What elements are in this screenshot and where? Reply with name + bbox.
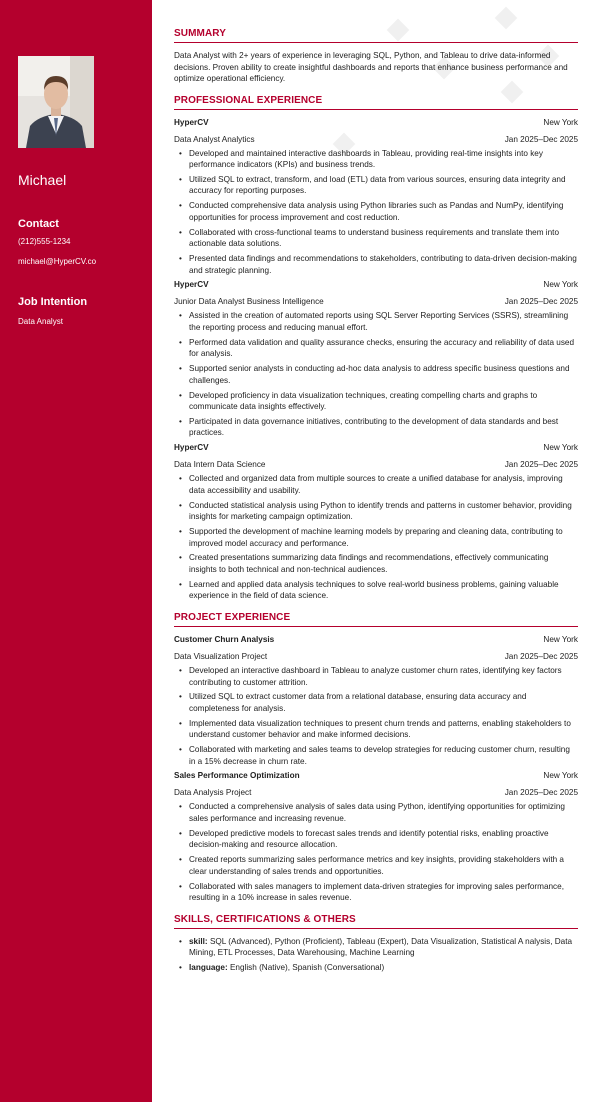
skill-key: skill:	[189, 936, 208, 946]
job-bullet: • Participated in data governance initiatives, contributing to the development of data standards and best practices.	[178, 416, 578, 439]
job-bullet: • Learned and applied data analysis techniques to solve real-world business problems, gaining valuable experience in the field of data science.	[178, 579, 578, 602]
profile-photo	[18, 56, 94, 148]
project-bullet: • Collaborated with sales managers to implement data-driven strategies for improving sales performance, resulting in a 10% increase in sales revenue.	[178, 881, 578, 904]
job-bullet: • Assisted in the creation of automated reports using SQL Server Reporting Services (SSRS), streamlining the reporting process and reducing manual effort.	[178, 310, 578, 333]
summary-text: Data Analyst with 2+ years of experience in leveraging SQL, Python, and Tableau to drive data-informed decisions. Proven ability to create insightful dashboards and reports that enhance business performance and optimize operational efficiency.	[174, 51, 568, 83]
sidebar	[0, 0, 152, 1102]
job-bullet: • Created presentations summarizing data findings and recommendations, effectively communicating insights to both technical and non-technical audiences.	[178, 552, 578, 575]
job-location: New York	[543, 443, 578, 453]
job-intention-value: Data Analyst	[18, 317, 63, 326]
experience-title: PROFESSIONAL EXPERIENCE	[174, 95, 578, 110]
phone-number: (212)555-1234	[18, 237, 71, 246]
language-key: language:	[189, 963, 228, 973]
job-dates: Jan 2025–Dec 2025	[504, 134, 578, 144]
summary-title: SUMMARY	[174, 28, 578, 43]
profile-photo-image	[18, 56, 94, 148]
language-value: English (Native), Spanish (Conversational)	[229, 963, 385, 973]
email-address: michael@HyperCV.co	[18, 257, 97, 266]
job-dates: Jan 2025–Dec 2025	[504, 297, 578, 307]
project-name: Customer Churn Analysis	[174, 634, 275, 644]
job-bullet: • Collaborated with cross-functional teams to understand business requirements and translate them into actionable data solutions.	[178, 227, 578, 250]
job-role: Junior Data Analyst Business Intelligence	[174, 297, 324, 307]
project-entry	[174, 634, 578, 767]
project-bullet: • Developed an interactive dashboard in Tableau to analyze customer churn rates, identifying key factors contributing to customer attrition.	[178, 665, 578, 688]
job-role: Data Intern Data Science	[174, 460, 266, 470]
job-entry	[174, 279, 578, 439]
job-bullet: • Presented data findings and recommendations to stakeholders, contributing to data-driven decision-making and strategic planning.	[178, 253, 578, 276]
projects-title: PROJECT EXPERIENCE	[174, 612, 578, 627]
projects-section	[174, 612, 578, 904]
project-bullet: • Implemented data visualization techniques to present churn trends and patterns, enabling stakeholders to understand customer behavior and make informed decisions.	[178, 718, 578, 741]
candidate-name: Michael	[18, 172, 67, 188]
main-content	[174, 28, 578, 984]
project-role: Data Analysis Project	[174, 788, 252, 798]
job-dates: Jan 2025–Dec 2025	[504, 460, 578, 470]
skill-value: SQL (Advanced), Python (Proficient), Tableau (Expert), Data Visualization, Statistical A nalysis, Data Mining, ETL Processes, Data Warehousing, Machine Learning	[189, 936, 573, 958]
job-bullet: • Utilized SQL to extract, transform, and load (ETL) data from various sources, ensuring data integrity and accuracy for reporting purposes.	[178, 174, 578, 197]
project-bullet: • Created reports summarizing sales performance metrics and key insights, providing stakeholders with a clear understanding of sales trends and opportunities.	[178, 854, 578, 877]
contact-title: Contact	[18, 218, 59, 230]
experience-section	[174, 95, 578, 602]
job-bullet: • Supported senior analysts in conducting ad-hoc data analysis to address specific business questions and challenges.	[178, 363, 578, 386]
job-organization: HyperCV	[174, 117, 209, 127]
project-role: Data Visualization Project	[174, 651, 268, 661]
skill-item	[178, 936, 578, 959]
job-role: Data Analyst Analytics	[174, 134, 255, 144]
job-bullet: • Conducted statistical analysis using Python to identify trends and patterns in customer behavior, providing insights for marketing campaign optimization.	[178, 500, 578, 523]
project-bullet: • Developed predictive models to forecast sales trends and identify potential risks, enabling proactive decision-making and resource allocation.	[178, 828, 578, 851]
project-entry	[174, 770, 578, 903]
project-bullet: • Utilized SQL to extract customer data from a relational database, ensuring data accuracy and completeness for analysis.	[178, 691, 578, 714]
project-location: New York	[543, 771, 578, 781]
job-entry	[174, 442, 578, 602]
skills-section	[174, 914, 578, 974]
project-bullet: • Collaborated with marketing and sales teams to develop strategies for reducing customer churn, resulting in a 15% decrease in churn rate.	[178, 744, 578, 767]
project-location: New York	[543, 634, 578, 644]
job-entry	[174, 117, 578, 277]
job-bullet: • Developed proficiency in data visualization techniques, creating compelling charts and graphs to communicate data insights effectively.	[178, 390, 578, 413]
project-bullet: • Conducted a comprehensive analysis of sales data using Python, identifying opportunities for optimizing sales performance and increasing revenue.	[178, 801, 578, 824]
job-bullet: • Supported the development of machine learning models by preparing and cleaning data, contributing to improved model accuracy and performance.	[178, 526, 578, 549]
job-bullet: • Conducted comprehensive data analysis using Python libraries such as Pandas and NumPy, identifying opportunities for process improvement and cost reduction.	[178, 200, 578, 223]
job-bullet: • Developed and maintained interactive dashboards in Tableau, providing real-time insights into key performance indicators (KPIs) and business trends.	[178, 148, 578, 171]
job-organization: HyperCV	[174, 443, 209, 453]
summary-section	[174, 28, 578, 85]
job-bullet: • Performed data validation and quality assurance checks, ensuring the accuracy and reliability of data used for analysis.	[178, 337, 578, 360]
job-location: New York	[543, 280, 578, 290]
project-name: Sales Performance Optimization	[174, 771, 300, 781]
decorative-diamond	[495, 7, 518, 30]
job-location: New York	[543, 117, 578, 127]
language-item	[178, 962, 578, 974]
skills-title: SKILLS, CERTIFICATIONS & OTHERS	[174, 914, 578, 929]
job-organization: HyperCV	[174, 280, 209, 290]
job-intention-title: Job Intention	[18, 296, 88, 308]
project-dates: Jan 2025–Dec 2025	[504, 788, 578, 798]
job-bullet: • Collected and organized data from multiple sources to create a unified database for analysis, improving data accessibility and usability.	[178, 473, 578, 496]
project-dates: Jan 2025–Dec 2025	[504, 651, 578, 661]
